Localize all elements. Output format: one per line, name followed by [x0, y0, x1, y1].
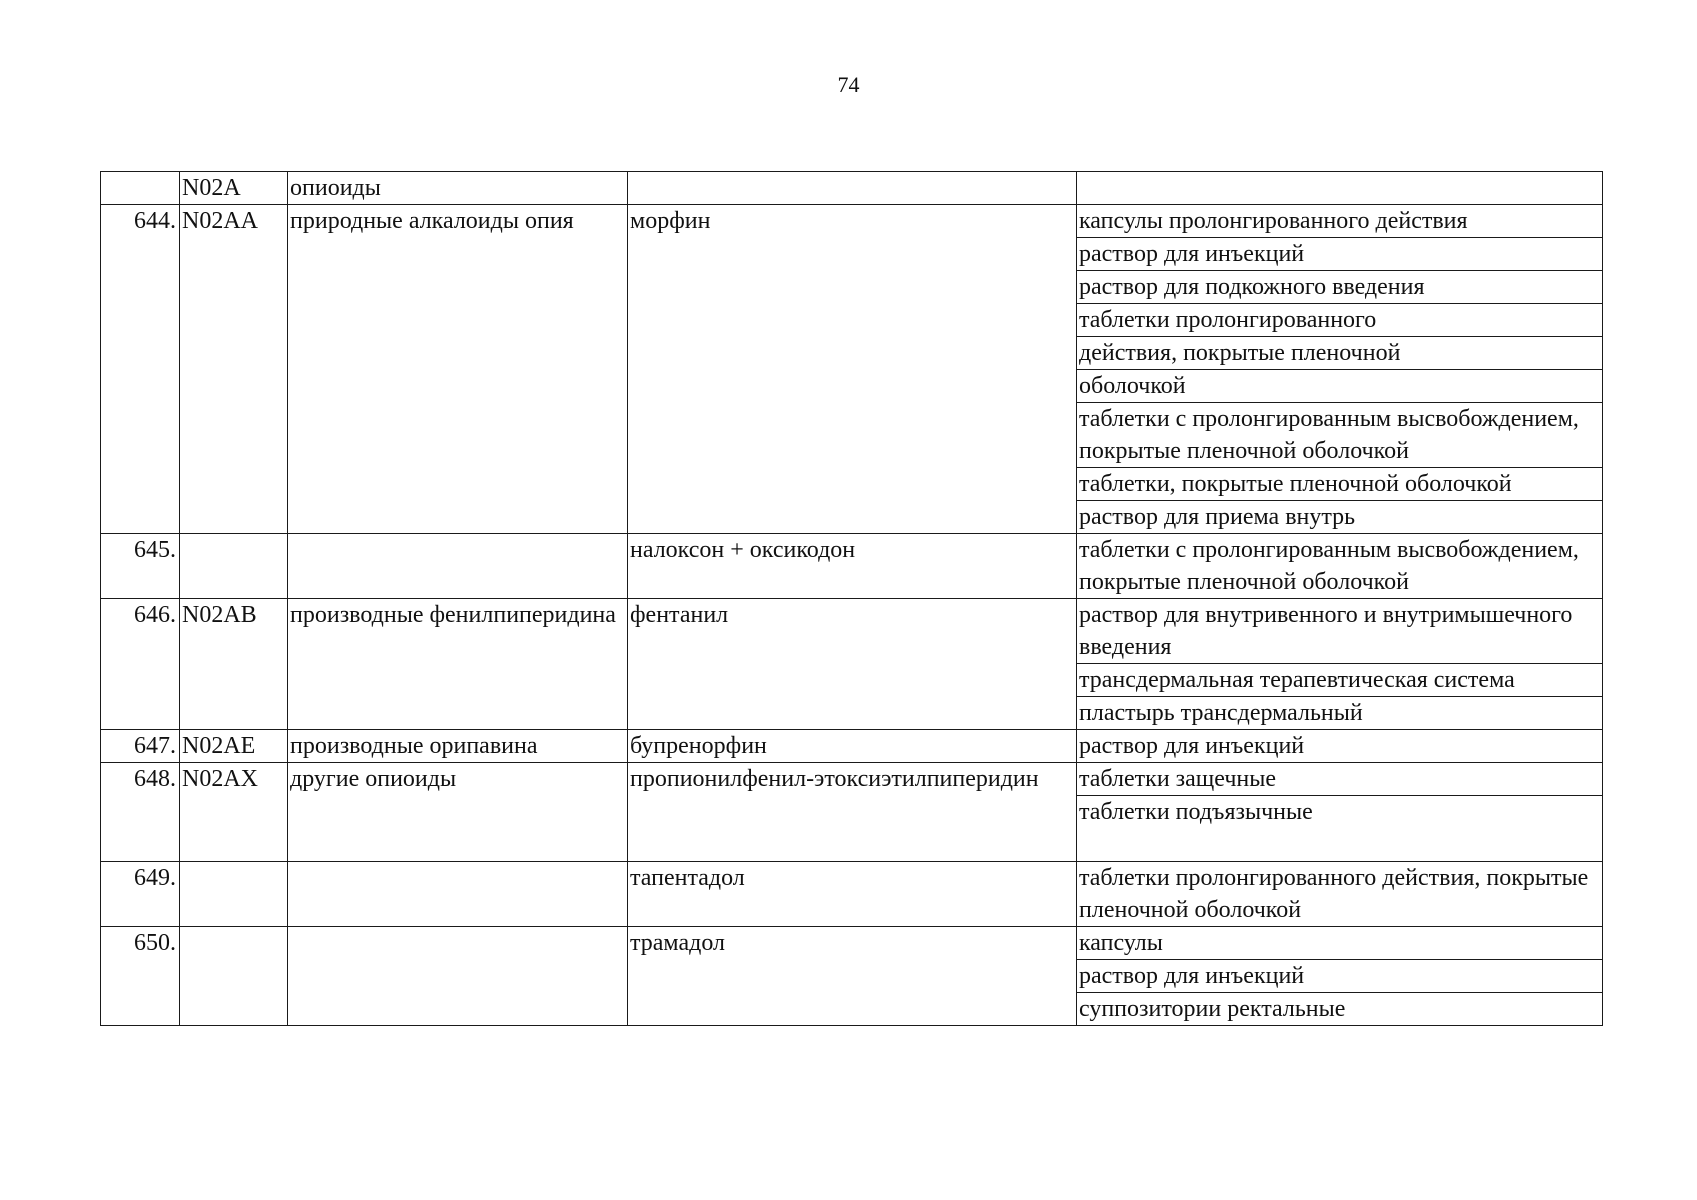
- anatomical-group: производные фенилпиперидина: [288, 599, 628, 730]
- dosage-form: таблетки с пролонгированным высвобождением, покрытые пленочной оболочкой: [1077, 403, 1603, 468]
- dosage-form: раствор для инъекций: [1077, 730, 1603, 763]
- dosage-form: раствор для инъекций: [1077, 960, 1603, 993]
- dosage-form: оболочкой: [1077, 370, 1603, 403]
- table-row: [101, 205, 1603, 238]
- dosage-form: таблетки пролонгированного: [1077, 304, 1603, 337]
- dosage-form: таблетки защечные: [1077, 763, 1603, 796]
- table-row: [101, 172, 1603, 205]
- row-number: 648.: [101, 763, 180, 862]
- anatomical-group: [288, 862, 628, 927]
- table-row: [101, 730, 1603, 763]
- anatomical-group: другие опиоиды: [288, 763, 628, 862]
- table-row: [101, 927, 1603, 960]
- atc-code: [180, 862, 288, 927]
- row-number: [101, 172, 180, 205]
- dosage-form: действия, покрытые пленочной: [1077, 337, 1603, 370]
- dosage-form: таблетки, покрытые пленочной оболочкой: [1077, 468, 1603, 501]
- table-row: [101, 599, 1603, 664]
- atc-code: N02AB: [180, 599, 288, 730]
- drug-name: [628, 172, 1077, 205]
- table-row: [101, 534, 1603, 599]
- dosage-form: таблетки с пролонгированным высвобождением, покрытые пленочной оболочкой: [1077, 534, 1603, 599]
- medicines-table: [100, 171, 1603, 1026]
- anatomical-group: [288, 534, 628, 599]
- atc-code: N02AA: [180, 205, 288, 534]
- row-number: 649.: [101, 862, 180, 927]
- row-number: 645.: [101, 534, 180, 599]
- table-row: [101, 763, 1603, 796]
- row-number: 650.: [101, 927, 180, 1026]
- atc-code: [180, 534, 288, 599]
- row-number: 647.: [101, 730, 180, 763]
- drug-name: морфин: [628, 205, 1077, 534]
- table-row: [101, 862, 1603, 927]
- dosage-form: [1077, 172, 1603, 205]
- dosage-form: капсулы пролонгированного действия: [1077, 205, 1603, 238]
- dosage-form: таблетки пролонгированного действия, покрытые пленочной оболочкой: [1077, 862, 1603, 927]
- anatomical-group: [288, 927, 628, 1026]
- page-number: 74: [837, 72, 860, 97]
- drug-name: налоксон + оксикодон: [628, 534, 1077, 599]
- dosage-form: трансдермальная терапевтическая система: [1077, 664, 1603, 697]
- dosage-form: суппозитории ректальные: [1077, 993, 1603, 1026]
- drug-name: пропионилфенил-этоксиэтилпиперидин: [628, 763, 1077, 862]
- atc-code: N02A: [180, 172, 288, 205]
- dosage-form: раствор для инъекций: [1077, 238, 1603, 271]
- row-number: 646.: [101, 599, 180, 730]
- anatomical-group: опиоиды: [288, 172, 628, 205]
- row-number: 644.: [101, 205, 180, 534]
- dosage-form: таблетки подъязычные: [1077, 796, 1603, 862]
- anatomical-group: производные орипавина: [288, 730, 628, 763]
- atc-code: [180, 927, 288, 1026]
- drug-name: бупренорфин: [628, 730, 1077, 763]
- dosage-form: пластырь трансдермальный: [1077, 697, 1603, 730]
- atc-code: N02AX: [180, 763, 288, 862]
- drug-name: трамадол: [628, 927, 1077, 1026]
- atc-code: N02AE: [180, 730, 288, 763]
- anatomical-group: природные алкалоиды опия: [288, 205, 628, 534]
- dosage-form: раствор для внутривенного и внутримышечного введения: [1077, 599, 1603, 664]
- dosage-form: раствор для подкожного введения: [1077, 271, 1603, 304]
- dosage-form: раствор для приема внутрь: [1077, 501, 1603, 534]
- drug-name: фентанил: [628, 599, 1077, 730]
- drug-name: тапентадол: [628, 862, 1077, 927]
- dosage-form: капсулы: [1077, 927, 1603, 960]
